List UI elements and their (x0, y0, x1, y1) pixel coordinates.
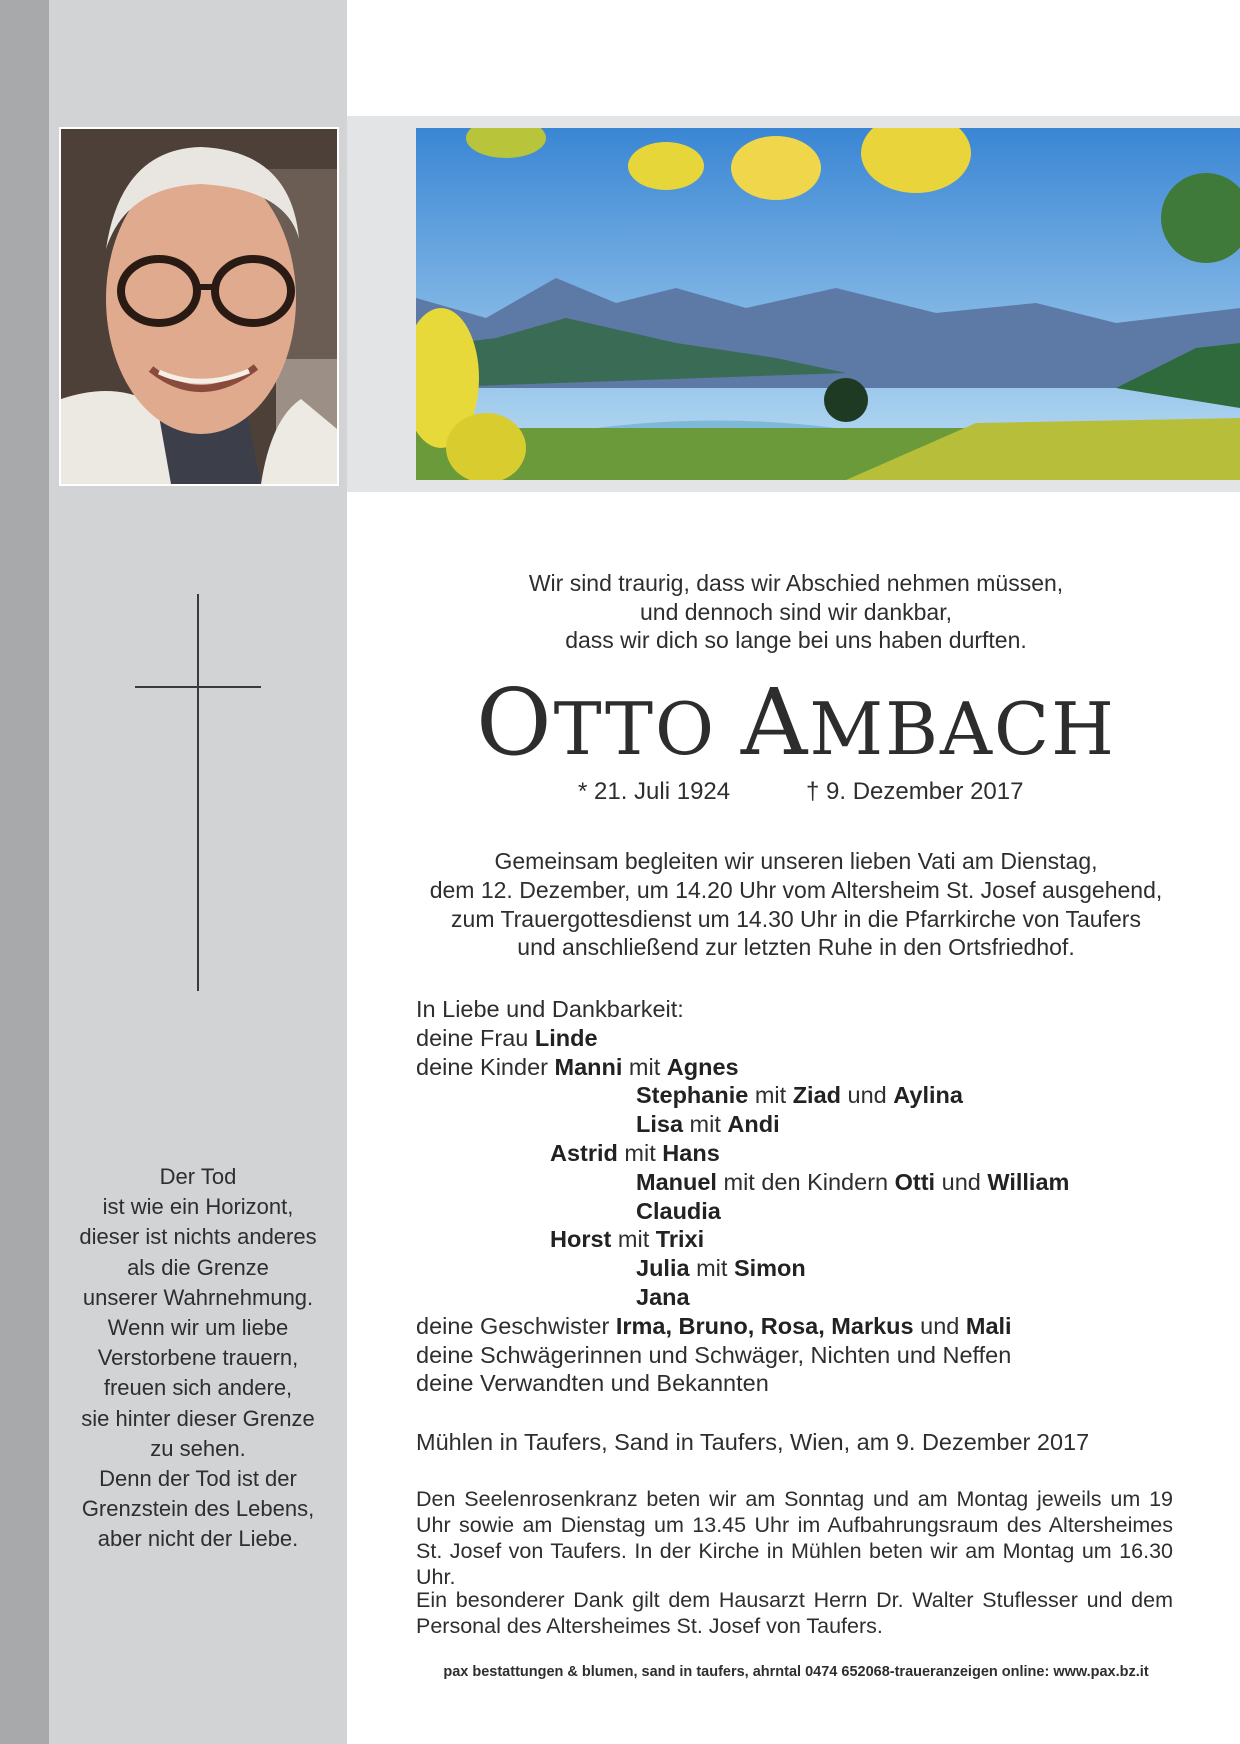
mourner-relation: deine Schwägerinnen und Schwäger, Nichten und Neffen (416, 1341, 1012, 1368)
mourner-relation: und (935, 1168, 988, 1195)
mourner-name: Claudia (636, 1197, 721, 1224)
mourner-relation: und (841, 1082, 894, 1109)
mourner-name: Linde (534, 1024, 598, 1051)
intro-line: Wir sind traurig, dass wir Abschied nehmen müssen, (528, 570, 1064, 596)
mourner-relation: und (913, 1312, 966, 1339)
funeral-info (416, 847, 1176, 962)
mourner-relation: deine Frau (416, 1024, 535, 1051)
landscape-photo (416, 128, 1240, 480)
mourner-row (416, 1369, 1216, 1398)
poem-line: Verstorbene trauern, (97, 1345, 299, 1371)
mourner-row (416, 1168, 1216, 1197)
poem-line: sie hinter dieser Grenze (81, 1405, 315, 1431)
mourner-row (416, 1110, 1216, 1139)
mourner-name: Manuel (636, 1168, 717, 1195)
intro-line: und dennoch sind wir dankbar, (640, 598, 952, 625)
mourner-name: Ziad (792, 1082, 842, 1109)
mourner-name: Agnes (666, 1053, 739, 1080)
mourner-relation: mit (611, 1226, 656, 1253)
poem-line: aber nicht der Liebe. (97, 1526, 299, 1552)
mourner-name: Manni (554, 1053, 623, 1080)
mourner-name: Andi (727, 1111, 780, 1138)
mourner-row (416, 1254, 1216, 1283)
mourner-row (416, 1283, 1216, 1312)
mourner-name: William (987, 1168, 1070, 1195)
mourner-row (416, 1024, 1216, 1053)
mourner-name: Mali (965, 1312, 1012, 1339)
mourner-relation: mit (683, 1111, 728, 1138)
poem (60, 1162, 336, 1555)
intro-text (416, 569, 1176, 655)
poem-line: dieser ist nichts anderes (79, 1224, 317, 1250)
mourner-relation: mit (617, 1139, 663, 1166)
poem-line: Wenn wir um liebe (107, 1315, 289, 1341)
mourner-name: Trixi (655, 1226, 705, 1253)
funeral-line: und anschließend zur letzten Ruhe in den Ortsfriedhof. (517, 934, 1075, 961)
poem-line: ist wie ein Horizont, (102, 1194, 294, 1220)
rosary-info: Den Seelenrosenkranz beten wir am Sonntag und am Montag jeweils um 19 Uhr sowie am Dienstag um 13.45 Uhr im Aufbahrungsraum des Altersheimes St. Josef von Taufers. In der Kirche in Mühlen beten wir am Montag um 16.30 Uhr. (416, 1487, 1173, 1589)
poem-line: Denn der Tod ist der (99, 1466, 297, 1492)
landscape-photo-icon (416, 128, 1240, 480)
poem-line: Der Tod (159, 1164, 237, 1189)
deceased-name (416, 669, 1176, 776)
mourner-name: Astrid (550, 1139, 618, 1166)
mourner-row (416, 1225, 1216, 1254)
funeral-line: Gemeinsam begleiten wir unseren lieben Vati am Dienstag, (494, 848, 1098, 874)
mourner-name: Stephanie (636, 1082, 749, 1109)
mourner-name: Hans (662, 1139, 720, 1166)
mourner-name: Lisa (636, 1111, 684, 1138)
mourners-heading: In Liebe und Dankbarkeit: (416, 996, 684, 1022)
birth-date: * 21. Juli 1924 (578, 778, 731, 805)
cross-bar (135, 686, 261, 688)
place-date: Mühlen in Taufers, Sand in Taufers, Wien, am 9. Dezember 2017 (416, 1429, 1090, 1455)
first-name: OTTO (476, 669, 716, 776)
death-date: † 9. Dezember 2017 (806, 778, 1024, 805)
poem-line: freuen sich andere, (103, 1375, 293, 1401)
mourner-name: Otti (894, 1168, 936, 1195)
footer-credits: pax bestattungen & blumen, sand in taufers, ahrntal 0474 652068-traueranzeigen online: www.pax.bz.it (443, 1664, 1149, 1680)
left-dark-stripe (0, 0, 49, 1744)
funeral-line: dem 12. Dezember, um 14.20 Uhr vom Altersheim St. Josef ausgehend, (429, 876, 1163, 903)
mourner-row (416, 1312, 1216, 1341)
mourner-name: Simon (733, 1255, 806, 1282)
mourner-name: Horst (550, 1226, 612, 1253)
poem-line: Grenzstein des Lebens, (81, 1496, 315, 1522)
mourner-name: Irma, Bruno, Rosa, Markus (615, 1312, 914, 1339)
elderly-man-with-glasses-icon (61, 129, 337, 484)
mourners-list (416, 995, 1216, 1398)
mourner-relation: deine Kinder (416, 1053, 555, 1080)
mourner-relation: mit (622, 1053, 667, 1080)
mourner-relation: mit (748, 1082, 793, 1109)
mourner-row (416, 1139, 1216, 1168)
poem-line: als die Grenze (127, 1254, 269, 1280)
poem-line: unserer Wahrnehmung. (82, 1284, 314, 1310)
funeral-line: zum Trauergottesdienst um 14.30 Uhr in die Pfarrkirche von Taufers (451, 905, 1141, 932)
last-name: AMBACH (740, 669, 1116, 776)
mourner-name: Jana (636, 1283, 690, 1310)
mourner-row (416, 1197, 1216, 1226)
mourner-relation: deine Geschwister (416, 1312, 616, 1339)
life-dates (416, 778, 1176, 812)
mourner-relation: mit den Kindern (716, 1168, 895, 1195)
mourner-row (416, 1081, 1216, 1110)
thanks-note: Ein besonderer Dank gilt dem Hausarzt Herrn Dr. Walter Stuflesser und dem Personal des Altersheimes St. Josef von Taufers. (416, 1588, 1173, 1638)
portrait-photo (59, 127, 339, 486)
mourner-relation: deine Verwandten und Bekannten (416, 1370, 769, 1397)
mourner-row (416, 1341, 1216, 1370)
mourner-relation: mit (689, 1255, 734, 1282)
cross-icon (197, 594, 199, 991)
mourner-name: Julia (636, 1255, 690, 1282)
mourner-row (416, 1053, 1216, 1082)
intro-line: dass wir dich so lange bei uns haben durften. (565, 627, 1027, 653)
poem-line: zu sehen. (150, 1435, 246, 1461)
mourner-name: Aylina (893, 1082, 963, 1109)
